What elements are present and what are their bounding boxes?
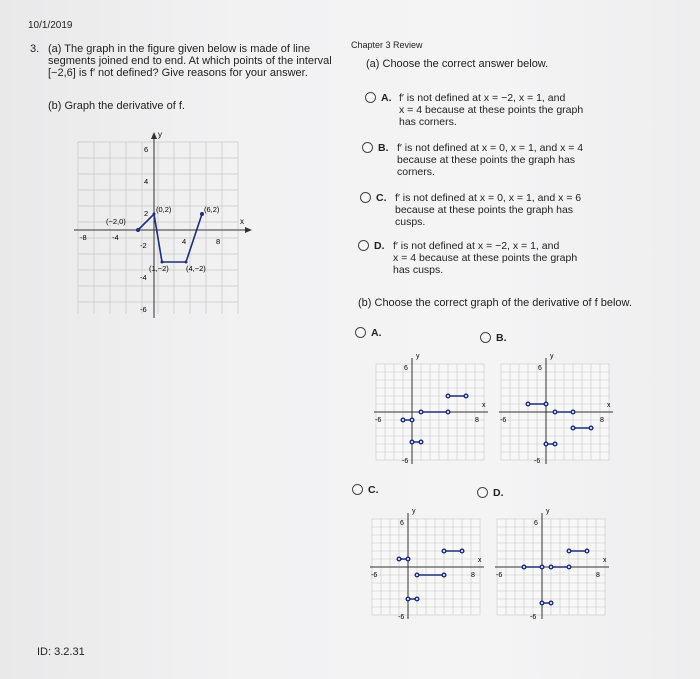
option-d-line1: f′ is not defined at x = −2, x = 1, and [393, 240, 560, 252]
graph-b-x-label: x [607, 402, 611, 409]
tick-y-4: 4 [144, 177, 149, 186]
graph-d-right-tick: 8 [596, 572, 600, 579]
graph-option-b-radio[interactable] [480, 332, 491, 343]
y-axis-arrow [151, 132, 157, 139]
derivative-graph-b[interactable] [497, 350, 619, 466]
label-p2: (0,2) [156, 205, 172, 214]
tick-x-8: 8 [216, 237, 221, 246]
question-part-a: (a) The graph in the figure given below is made of line segments joined end to end. At which points of the interval [−2,6] is f′ not defined? Give reasons for your answer. [48, 43, 332, 79]
option-a-letter: A. [381, 92, 392, 104]
graph-b-top-tick: 6 [538, 365, 542, 372]
graph-option-c-radio[interactable] [352, 484, 363, 495]
graph-a-left-tick: -6 [375, 417, 382, 424]
label-p5: (4,−2) [186, 264, 206, 273]
option-c-letter: C. [376, 192, 387, 204]
option-a-line3: has corners. [399, 116, 457, 128]
tick-y-neg6: -6 [140, 305, 147, 314]
graph-d-y-label: y [546, 508, 550, 515]
part-b-prompt: (b) Choose the correct graph of the derivative of f below. [358, 297, 632, 309]
graph-option-d-letter: D. [493, 487, 504, 499]
graph-axes [74, 134, 250, 318]
graph-option-a-radio[interactable] [355, 327, 366, 338]
option-a-line2: x = 4 because at these points the graph [399, 104, 584, 116]
option-c-line1: f′ is not defined at x = 0, x = 1, and x = 6 [395, 192, 582, 204]
option-d-text[interactable] [393, 240, 577, 276]
function-graph [72, 128, 262, 320]
tick-x-neg4: -4 [112, 233, 119, 242]
option-c-radio[interactable] [360, 192, 371, 203]
graph-option-a-letter: A. [371, 327, 382, 339]
graph-b-left-tick: -6 [500, 417, 507, 424]
option-c-line3: cusps. [395, 216, 426, 228]
derivative-graph-c[interactable] [368, 505, 490, 623]
graph-c-x-label: x [478, 557, 482, 564]
derivative-graph-d[interactable] [493, 505, 615, 623]
y-axis-label: y [158, 130, 162, 139]
tick-x-4: 4 [182, 237, 187, 246]
graph-a-right-tick: 8 [475, 417, 479, 424]
graph-d-top-tick: 6 [534, 520, 538, 527]
option-a-line1: f′ is not defined at x = −2, x = 1, and [399, 92, 566, 104]
x-axis-arrow [245, 227, 252, 233]
option-d-letter: D. [374, 240, 385, 252]
graph-c-top-tick: 6 [400, 520, 404, 527]
graph-c-y-label: y [412, 508, 416, 515]
graph-b-right-tick: 8 [600, 417, 604, 424]
option-d-radio[interactable] [358, 240, 369, 251]
question-number: 3. [30, 43, 40, 55]
question-part-b: (b) Graph the derivative of f. [48, 100, 185, 112]
graph-d-left-tick: -6 [496, 572, 503, 579]
option-b-line3: corners. [397, 166, 435, 178]
graph-grid [78, 142, 238, 314]
graph-d-bottom-tick: -6 [530, 614, 537, 621]
graph-option-c-letter: C. [368, 484, 379, 496]
graph-a-bottom-tick: -6 [402, 458, 409, 465]
graph-a-x-label: x [482, 402, 486, 409]
graph-a-top-tick: 6 [404, 365, 408, 372]
graph-option-d-radio[interactable] [477, 487, 488, 498]
option-b-radio[interactable] [362, 142, 373, 153]
option-b-line1: f′ is not defined at x = 0, x = 1, and x = 4 [397, 142, 584, 154]
point-p1 [136, 228, 140, 232]
date: 10/1/2019 [28, 20, 73, 31]
graph-d-x-label: x [603, 557, 607, 564]
label-p1: (−2,0) [106, 217, 126, 226]
option-c-text[interactable] [395, 192, 581, 228]
tick-y-2: 2 [144, 209, 149, 218]
tick-y-6: 6 [144, 145, 149, 154]
graph-b-y-label: y [550, 353, 554, 360]
tick-y-neg4: -4 [140, 273, 147, 282]
label-p4: (1,−2) [149, 264, 169, 273]
part-a-prompt: (a) Choose the correct answer below. [366, 58, 549, 70]
graph-c-left-tick: -6 [371, 572, 378, 579]
option-b-letter: B. [378, 142, 389, 154]
option-b-text[interactable] [397, 142, 583, 178]
derivative-graph-a[interactable] [372, 350, 494, 466]
option-c-line2: because at these points the graph has [395, 204, 574, 216]
option-b-line2: because at these points the graph has [397, 154, 576, 166]
graph-b-bottom-tick: -6 [534, 458, 541, 465]
graph-option-b-letter: B. [496, 332, 507, 344]
option-a-text[interactable] [399, 92, 583, 128]
label-p3: (6,2) [204, 205, 220, 214]
tick-x-neg8: -8 [80, 233, 87, 242]
x-axis-label: x [240, 217, 244, 226]
graph-c-right-tick: 8 [471, 572, 475, 579]
option-d-line2: x = 4 because at these points the graph [393, 252, 578, 264]
chapter-title: Chapter 3 Review [351, 40, 423, 50]
option-d-line3: has cusps. [393, 264, 444, 276]
option-a-radio[interactable] [365, 92, 376, 103]
graph-a-y-label: y [416, 353, 420, 360]
question-id: ID: 3.2.31 [37, 646, 85, 658]
tick-y-neg2: -2 [140, 241, 147, 250]
graph-c-bottom-tick: -6 [398, 614, 405, 621]
